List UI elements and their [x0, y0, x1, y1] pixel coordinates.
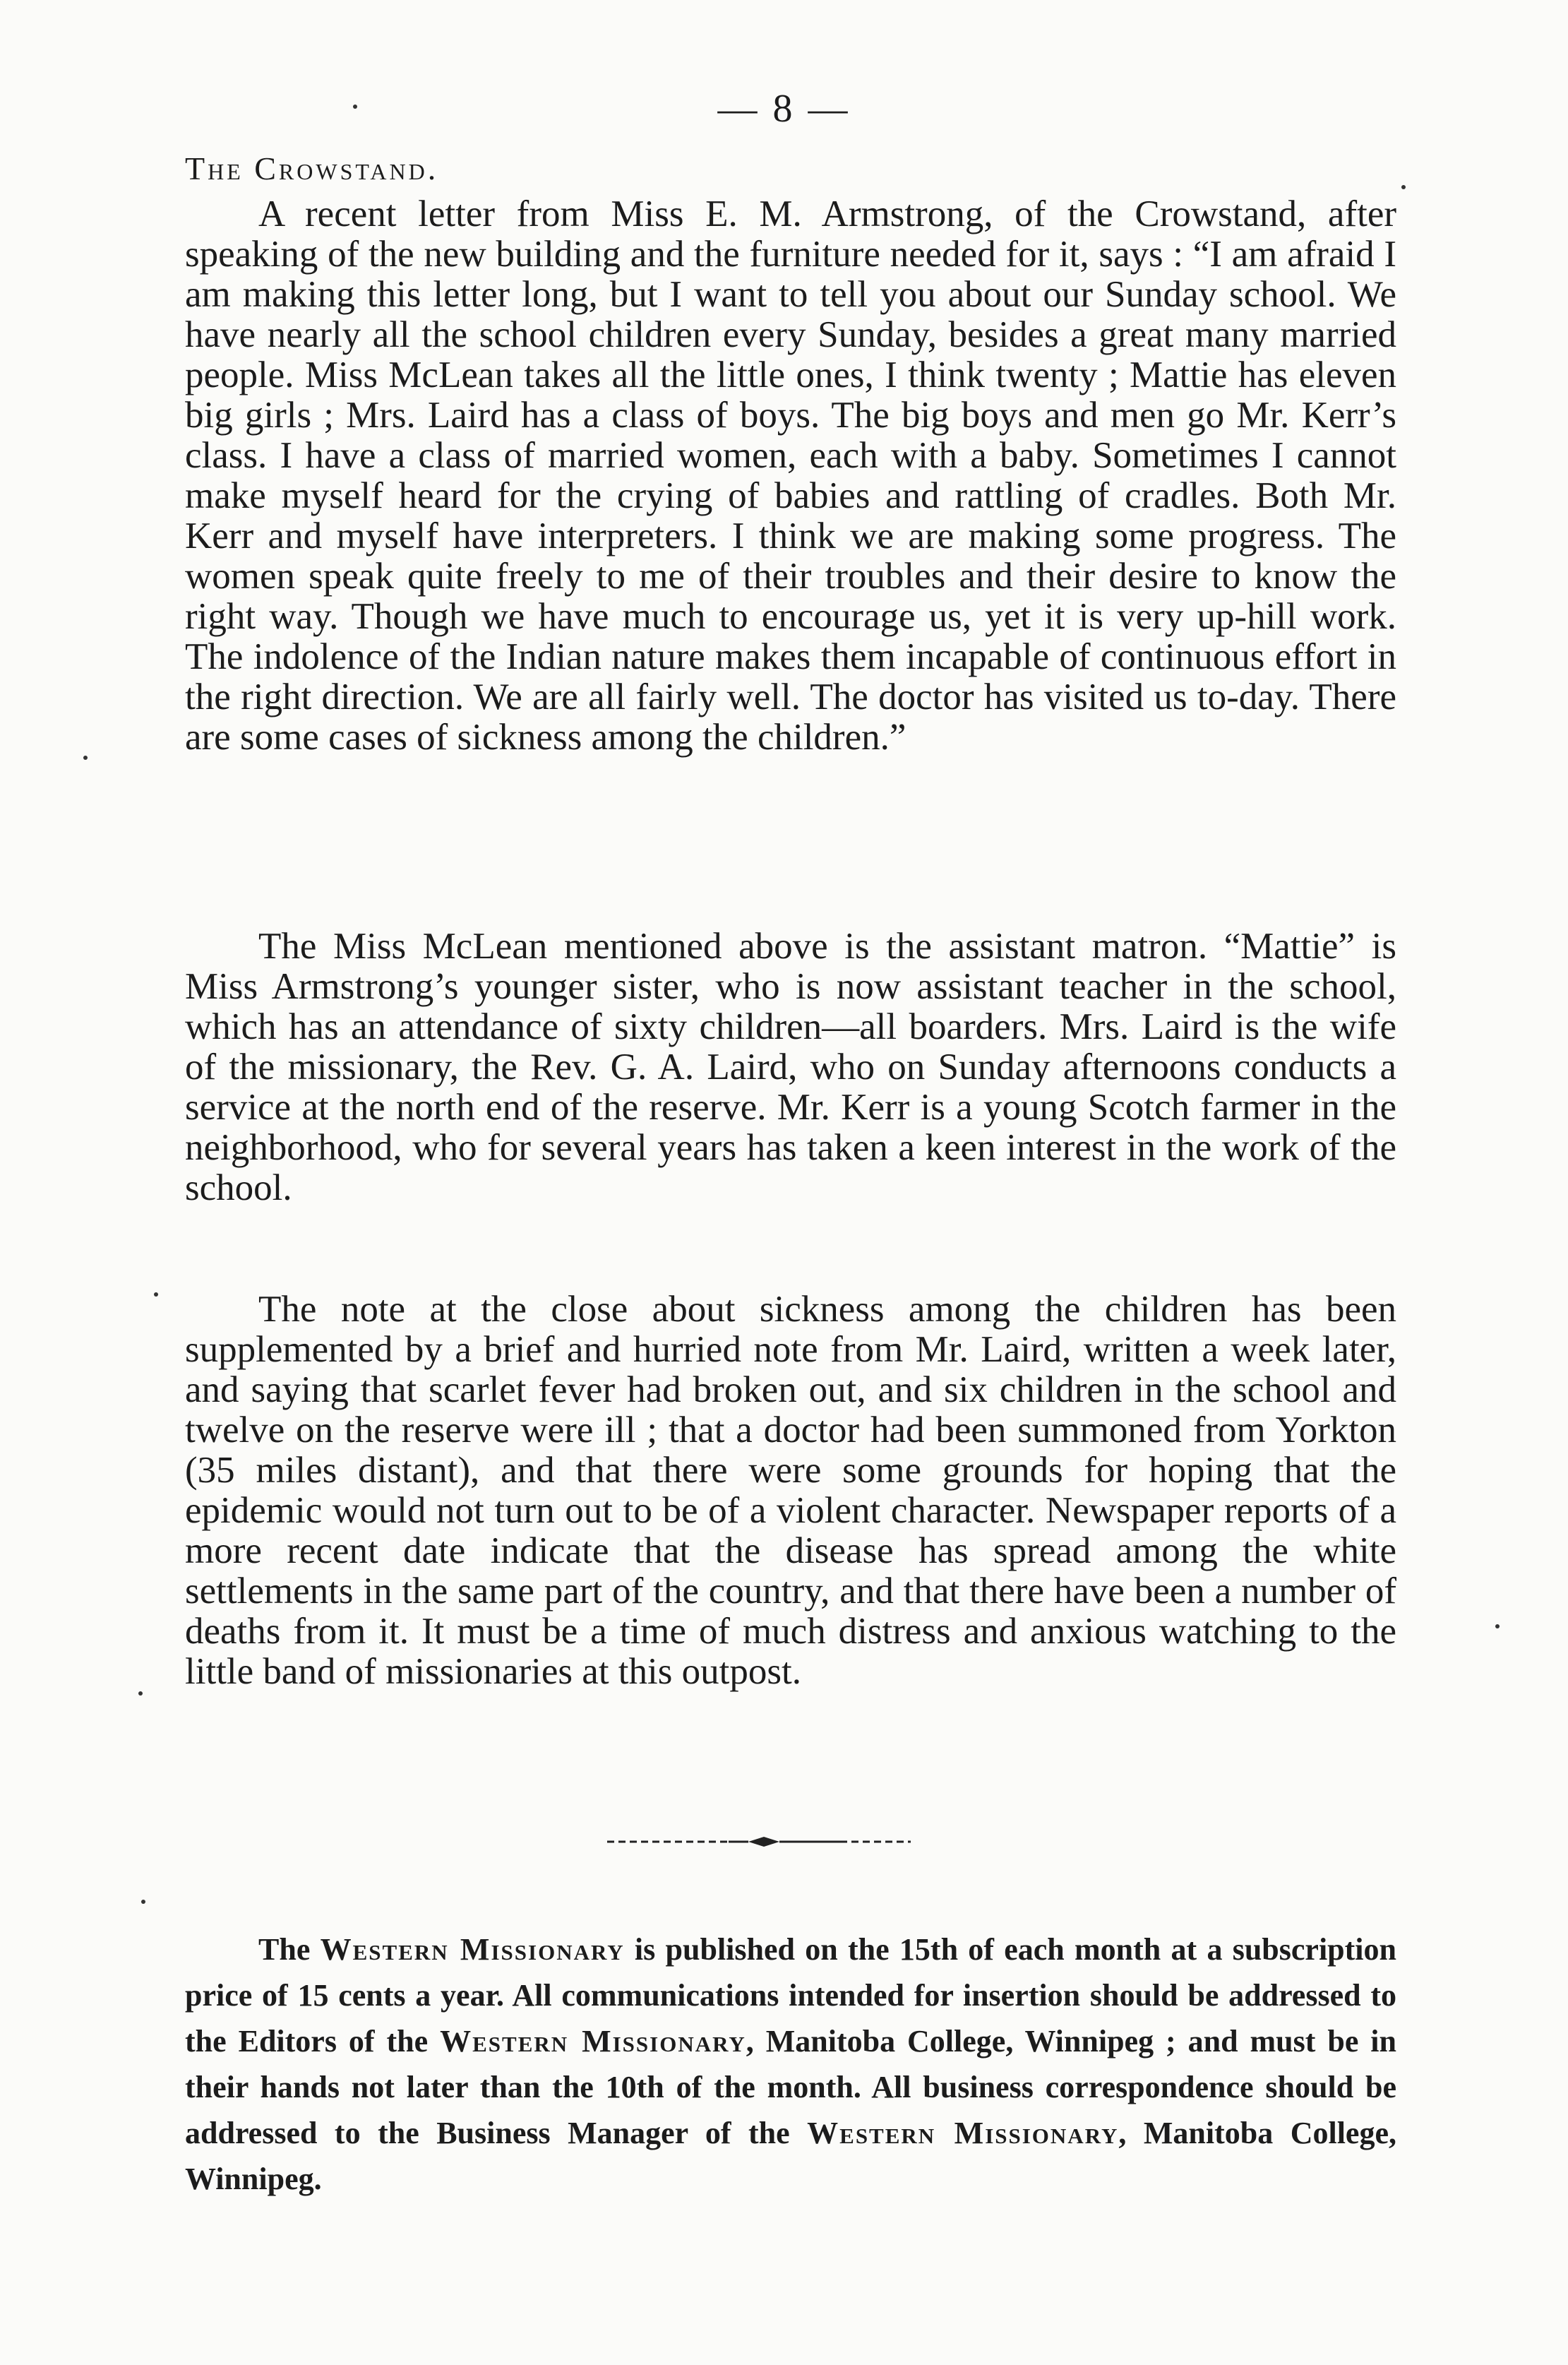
publication-name: Western Missionary: [440, 2024, 746, 2059]
page-number: — 8 —: [717, 87, 851, 131]
paragraph-letter: A recent letter from Miss E. M. Armstrong, of the Crowstand, after speaking of the new building and the furniture needed for it, says : “I am afraid I am making this letter long, but I want to tell you about our Sunday school. We have nearly all the school children every Sunday, besides a great many married people. Miss McLean takes all the little ones, I think twenty ; Mattie has eleven big girls ; Mrs. Laird has a class of boys. The big boys and men go Mr. Kerr’s class. I have a class of married women, each with a baby. Sometimes I cannot make myself heard for the crying of babies and rattling of cradles. Both Mr. Kerr and myself have interpreters. I think we are making some progress. The women speak quite freely to me of their troubles and their desire to know the right way. Though we have much to encourage us, yet it is very up-hill work. The indolence of the Indian nature makes them incapable of continuous effort in the right direction. We are all fairly well. The doctor has visited us to-day. There are some cases of sickness among the children.”: [185, 193, 1396, 758]
ink-speck: [154, 1292, 158, 1297]
ornamental-divider: [607, 1835, 911, 1849]
ink-speck: [353, 105, 357, 109]
publication-name: Western Missionary: [320, 1932, 625, 1967]
paragraph-explanation: The Miss McLean mentioned above is the assistant matron. “Mattie” is Miss Armstrong’s younger sister, who is now assistant teacher in the school, which has an attendance of sixty children—all boarders. Mrs. Laird is the wife of the missionary, the Rev. G. A. Laird, who on Sunday afternoons conducts a service at the north end of the reserve. Mr. Kerr is a young Scotch farmer in the neighborhood, who for several years has taken a keen interest in the work of the school.: [185, 926, 1396, 1208]
paragraph-sickness-note: The note at the close about sickness among the children has been supplemented by a brief and hurried note from Mr. Laird, written a week later, and saying that scarlet fever had broken out, and six children in the school and twelve on the reserve were ill ; that a doctor had been summoned from Yorkton (35 miles distant), and that there were some grounds for hoping that the epidemic would not turn out to be of a violent character. Newspaper reports of a more recent date indicate that the disease has spread among the white settlements in the same part of the country, and that there have been a number of deaths from it. It must be a time of much distress and anxious watching to the little band of missionaries at this outpost.: [185, 1289, 1396, 1692]
ink-speck: [138, 1691, 143, 1696]
publication-notice: The Western Missionary is published on the 15th of each month at a subscription price of 15 cents a year. All communications intended for insertion should be addressed to the Editors of the Western Missionary, Manitoba College, Winnipeg ; and must be in their hands not later than the 10th of the month. All business correspondence should be addressed to the Business Manager of the Western Missionary, Manitoba College, Winnipeg.: [185, 1932, 1396, 2196]
section-title: The Crowstand.: [185, 150, 439, 186]
ink-speck: [141, 1900, 145, 1904]
publication-name: Western Missionary: [807, 2116, 1119, 2150]
ink-speck: [1495, 1624, 1500, 1628]
ink-speck: [1401, 185, 1406, 189]
ink-speck: [83, 756, 88, 760]
